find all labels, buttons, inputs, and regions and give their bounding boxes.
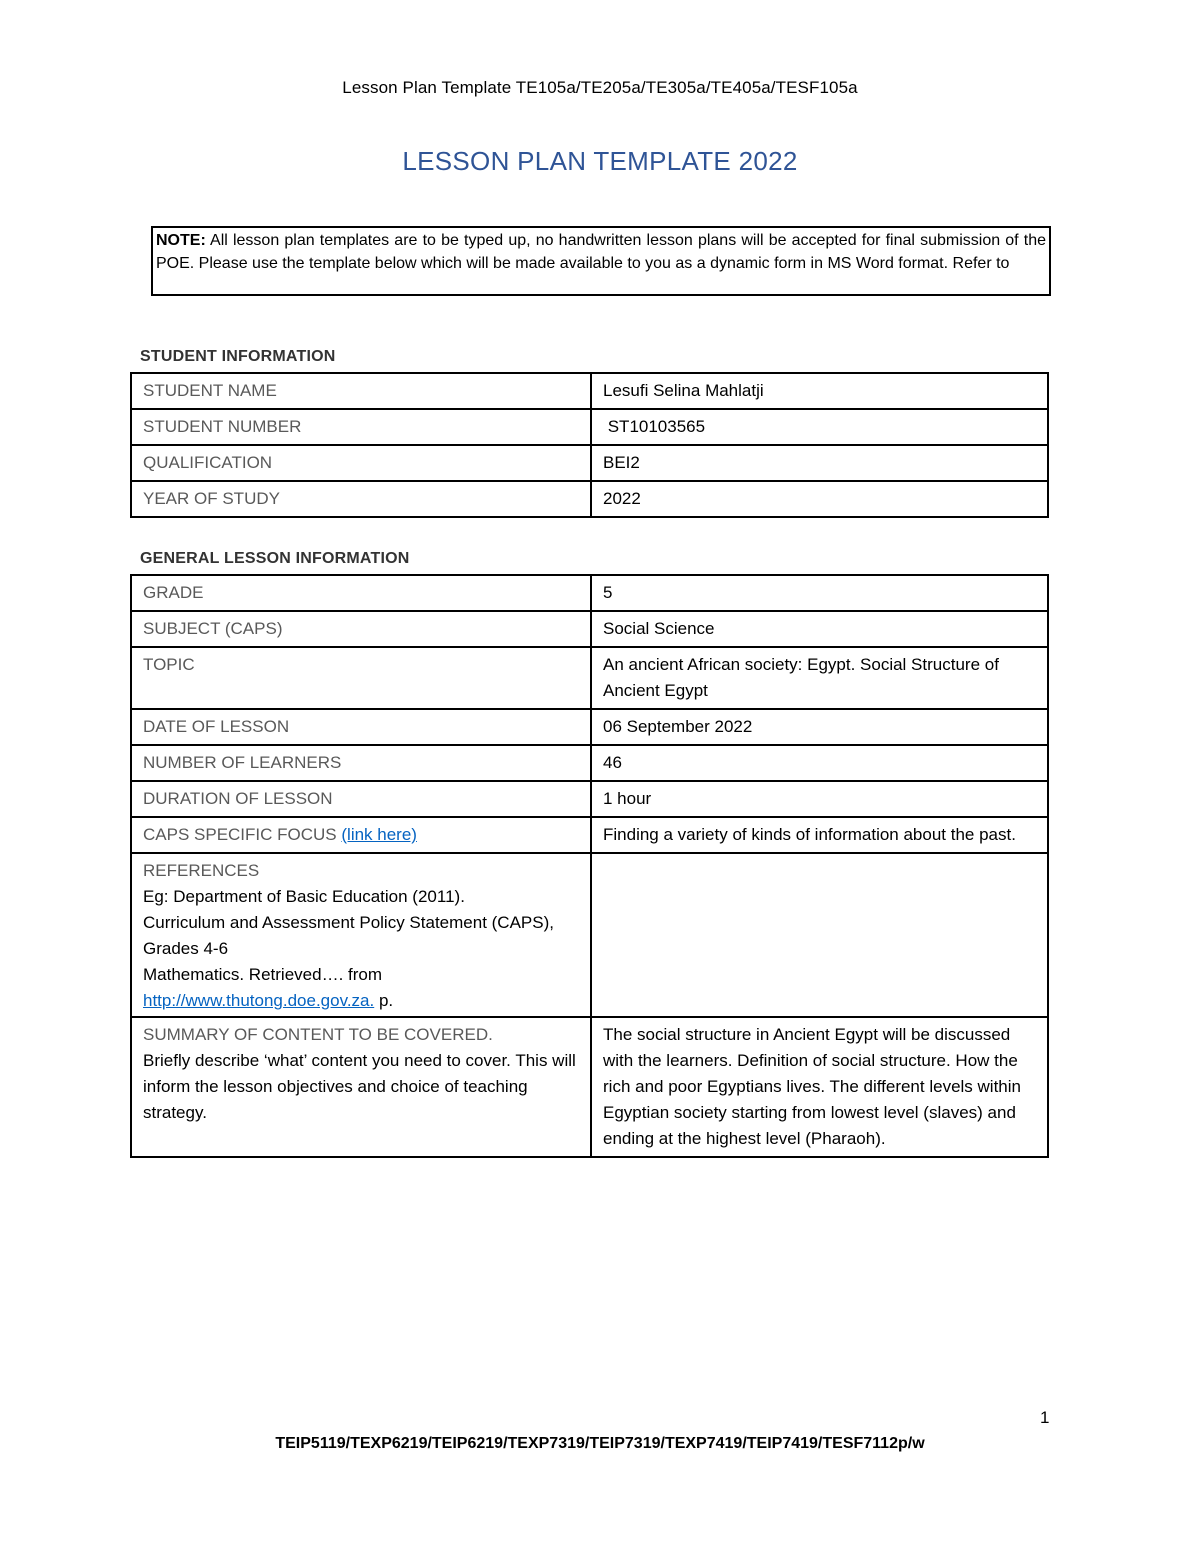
- grade-value: 5: [591, 575, 1048, 611]
- caps-focus-label: CAPS SPECIFIC FOCUS: [143, 825, 342, 844]
- general-lesson-information-table: [130, 574, 1049, 1158]
- caps-focus-value: Finding a variety of kinds of information about the past.: [591, 817, 1048, 853]
- references-line-1: Eg: Department of Basic Education (2011).: [143, 887, 465, 906]
- references-cell: [131, 853, 591, 1017]
- student-name-label: STUDENT NAME: [131, 373, 591, 409]
- topic-value: An ancient African society: Egypt. Social Structure of Ancient Egypt: [591, 647, 1048, 709]
- thutong-link[interactable]: http://www.thutong.doe.gov.za.: [143, 991, 375, 1010]
- topic-label: TOPIC: [131, 647, 591, 709]
- table-row: [131, 817, 1048, 853]
- page-number: 1: [1040, 1408, 1050, 1427]
- note-box: [151, 226, 1051, 296]
- qualification-label: QUALIFICATION: [131, 445, 591, 481]
- table-row: [131, 575, 1048, 611]
- table-row: [131, 409, 1048, 445]
- summary-cell: [131, 1017, 591, 1157]
- student-number-label: STUDENT NUMBER: [131, 409, 591, 445]
- duration-value: 1 hour: [591, 781, 1048, 817]
- general-lesson-information-heading: GENERAL LESSON INFORMATION: [140, 550, 410, 567]
- grade-label: GRADE: [131, 575, 591, 611]
- references-value: [591, 853, 1048, 1017]
- date-of-lesson-label: DATE OF LESSON: [131, 709, 591, 745]
- references-label: REFERENCES: [143, 861, 260, 880]
- table-row: [131, 781, 1048, 817]
- date-of-lesson-value: 06 September 2022: [591, 709, 1048, 745]
- table-row: [131, 611, 1048, 647]
- number-of-learners-value: 46: [591, 745, 1048, 781]
- qualification-value: BEI2: [591, 445, 1048, 481]
- references-line-2: Curriculum and Assessment Policy Statement (CAPS), Grades 4-6: [143, 913, 554, 958]
- caps-focus-link[interactable]: (link here): [341, 825, 417, 844]
- document-title: LESSON PLAN TEMPLATE 2022: [402, 146, 798, 176]
- year-of-study-value: 2022: [591, 481, 1048, 517]
- duration-label: DURATION OF LESSON: [131, 781, 591, 817]
- table-row: [131, 1017, 1048, 1157]
- caps-focus-cell: [131, 817, 591, 853]
- student-information-heading: STUDENT INFORMATION: [140, 348, 336, 365]
- references-suffix: p.: [374, 991, 394, 1010]
- table-row: [131, 373, 1048, 409]
- number-of-learners-label: NUMBER OF LEARNERS: [131, 745, 591, 781]
- page-header: Lesson Plan Template TE105a/TE205a/TE305a/TE405a/TESF105a: [342, 78, 858, 97]
- references-line-4: [143, 988, 580, 1014]
- table-row: [131, 853, 1048, 1017]
- page-footer: TEIP5119/TEXP6219/TEIP6219/TEXP7319/TEIP7319/TEXP7419/TEIP7419/TESF7112p/w: [275, 1435, 925, 1452]
- summary-label: SUMMARY OF CONTENT TO BE COVERED.: [143, 1025, 493, 1044]
- references-line-3: Mathematics. Retrieved…. from: [143, 965, 383, 984]
- note-text: All lesson plan templates are to be typed up, no handwritten lesson plans will be accepted for final submission of the POE. Please use the template below which will be made available to you as a dynamic form in MS Word format. Refer to: [156, 232, 1046, 272]
- table-row: [131, 709, 1048, 745]
- subject-value: Social Science: [591, 611, 1048, 647]
- student-name-value: Lesufi Selina Mahlatji: [591, 373, 1048, 409]
- table-row: [131, 481, 1048, 517]
- summary-value: The social structure in Ancient Egypt will be discussed with the learners. Definition of social structure. How the rich and poor Egyptians lives. The different levels within Egyptian society starting from lowest level (slaves) and ending at the highest level (Pharaoh).: [591, 1017, 1048, 1157]
- subject-label: SUBJECT (CAPS): [131, 611, 591, 647]
- student-information-table: [130, 372, 1049, 518]
- student-number-value: ST10103565: [591, 409, 1048, 445]
- note-label: NOTE:: [156, 232, 206, 249]
- table-row: [131, 745, 1048, 781]
- year-of-study-label: YEAR OF STUDY: [131, 481, 591, 517]
- table-row: [131, 445, 1048, 481]
- summary-description: Briefly describe ‘what’ content you need to cover. This will inform the lesson objectives and choice of teaching strategy.: [143, 1051, 576, 1122]
- table-row: [131, 647, 1048, 709]
